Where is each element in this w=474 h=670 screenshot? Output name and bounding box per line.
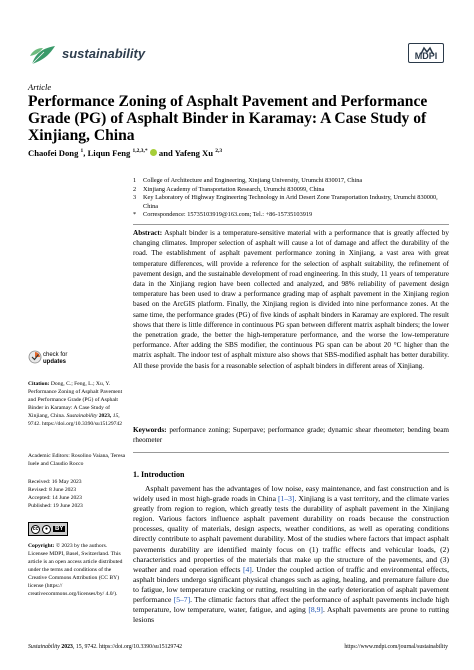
check-updates-label bbox=[43, 352, 67, 366]
section-heading: 1. Introduction bbox=[133, 470, 185, 479]
correspondence-text[interactable]: Correspondence: 15735103919@163.com; Tel.: +86-15735103919 bbox=[143, 211, 313, 218]
introduction-paragraph bbox=[133, 484, 449, 625]
author-name[interactable]: Yafeng Xu bbox=[174, 148, 214, 158]
copyright-text: © 2023 by the authors. Licensee MDPI, Basel, Switzerland. This article is an open access article distributed under the terms and conditions of the Creative Commons Attribution (CC BY) license (https:// creativecommons.org/licenses/by/ 4.0/). bbox=[28, 543, 123, 597]
attribution-icon: ● bbox=[42, 525, 51, 534]
keywords bbox=[133, 425, 449, 445]
affiliation-text: Key Laboratory of Highway Engineering Technology in Arid Desert Zone Transportation Industry, Urumchi 830000, China bbox=[143, 194, 438, 210]
cc-by-label: BY bbox=[55, 526, 64, 532]
affiliation-item bbox=[133, 194, 453, 211]
affiliation-mark: 1 bbox=[133, 177, 137, 184]
dates-block bbox=[28, 478, 126, 510]
date-received: Received: 16 May 2023 bbox=[28, 479, 82, 485]
author-affil-mark: 1,2,3,* bbox=[132, 148, 148, 155]
citation-block bbox=[28, 380, 126, 428]
intro-text: . The climatic factors that affect the performance of asphalt pavements include high temperature, low temperature, water, fatigue, and aging bbox=[133, 595, 449, 615]
divider bbox=[133, 224, 449, 225]
author-name[interactable]: Liqun Feng bbox=[87, 148, 131, 158]
mdpi-logo bbox=[408, 43, 444, 63]
check-updates-icon bbox=[28, 350, 42, 368]
citation-volume: 15 bbox=[112, 413, 119, 419]
divider bbox=[133, 452, 449, 453]
check-updates-line1: check for bbox=[43, 352, 68, 358]
citation-text: Dong, C.; Feng, L.; Xu, Y. Performance Zoning of Asphalt Pavement and Performance Grade (PG) of Asphalt Binder in Karamay: A Case Study of Xinjiang, China. bbox=[28, 381, 123, 419]
cc-by-license-badge[interactable] bbox=[28, 522, 68, 536]
date-published: Published: 19 June 2023 bbox=[28, 503, 83, 509]
keywords-label: Keywords: bbox=[133, 426, 167, 434]
author-and: and bbox=[156, 148, 175, 158]
abstract-label: Abstract: bbox=[133, 229, 163, 237]
academic-editors: Academic Editors: Rosolino Vaiana, Teresa Iuele and Claudio Rocco bbox=[28, 453, 126, 467]
copyright-label: Copyright: bbox=[28, 543, 55, 549]
cc-icon: cc bbox=[32, 526, 39, 532]
affiliation-text: College of Architecture and Engineering, Xinjiang University, Urumchi 830017, China bbox=[143, 177, 363, 184]
citation-link[interactable]: [1–3] bbox=[278, 494, 295, 504]
intro-text: . Asphalt pavements are prone to rutting lesions bbox=[133, 605, 449, 625]
affiliation-mark: 2 bbox=[133, 185, 137, 193]
article-title: Performance Zoning of Asphalt Pavement and Performance Grade (PG) of Asphalt Binder in Karamay: A Case Study of Xinjiang, China bbox=[28, 93, 428, 144]
footer-doi[interactable]: , 15, 9742. https://doi.org/10.3390/su15129742 bbox=[72, 644, 183, 650]
orcid-icon[interactable] bbox=[150, 149, 157, 156]
affiliation-text: Xinjiang Academy of Transportation Research, Urumchi 830099, China bbox=[143, 185, 325, 193]
affiliation-item bbox=[133, 186, 453, 195]
journal-name: sustainability bbox=[62, 46, 146, 61]
article-type: Article bbox=[28, 82, 52, 92]
author-affil-mark: 2,3 bbox=[215, 148, 223, 155]
citation-journal: Sustainability bbox=[65, 413, 98, 419]
affiliation-mark: * bbox=[133, 211, 137, 218]
date-revised: Revised: 8 June 2023 bbox=[28, 487, 77, 493]
date-accepted: Accepted: 14 June 2023 bbox=[28, 495, 82, 501]
footer-citation bbox=[28, 644, 182, 650]
footer-journal: Sustainability bbox=[28, 644, 60, 650]
citation-doi[interactable]: , 9742. https://doi.org/10.3390/su15129742 bbox=[28, 413, 123, 427]
citation-label: Citation: bbox=[28, 381, 50, 387]
affiliation-item bbox=[133, 177, 453, 186]
footer-year: 2023 bbox=[59, 644, 73, 650]
intro-text: Asphalt pavement has the advantages of low noise, easy maintenance, and fast construction and is widely used in most high-grade roads in China bbox=[133, 484, 449, 504]
abstract bbox=[133, 228, 449, 371]
correspondence bbox=[133, 211, 453, 220]
author-separator: , bbox=[83, 148, 88, 158]
check-updates-line2: updates bbox=[43, 359, 67, 365]
copyright-block bbox=[28, 542, 126, 598]
keywords-text: performance zoning; Superpave; performance grade; dynamic shear rheometer; bending beam rheometer bbox=[133, 426, 449, 444]
mdpi-logo-text: MDPI bbox=[414, 51, 438, 61]
footer-journal-url[interactable]: https://www.mdpi.com/journal/sustainability bbox=[344, 644, 448, 650]
abstract-text: Asphalt binder is a temperature-sensitive material with a performance that is greatly affected by changing climates. Improper selection of asphalt will cause a lot of damage and affect the durability of the road. The establishment of asphalt pavement performance zoning in Xinjiang, a vast area with great temperature differences, will provide a reference for the selection of asphalt suitability, the refinement of pavement design, and the sustainable development of road engineering. In this study, 11 years of temperature data in the Xinjiang region have been collected and analyzed, and 98% reliability of pavement design temperature has been used to draw a performance grading map of asphalt pavement in the Xinjiang region based on the ArcGIS platform. Finally, the Xinjiang region is divided into nine performance zones. At the same time, the performance grades (PG) of five kinds of asphalt binders in Karamay are explored. The result shows that there is little difference in continuous PG span between different matrix asphalt binders; the lower the penetration grade, the better the high-temperature performance, and the worse the low-temperature performance. After adding the SBS modifier, the continuous PG span can be about 20 °C higher than the matrix asphalt. The indoor test of asphalt mixture also shows that SBS-modified asphalt has better durability. All these provide the basis for a reasonable selection of asphalt binders in different areas of Xinjiang. bbox=[133, 229, 449, 370]
author-name[interactable]: Chaofei Dong bbox=[28, 148, 79, 158]
intro-text: . Under the coupled action of traffic and environmental effects, asphalt binders undergo significant physical changes such as aging, healing, and premature failure due to fatigue, low temperature cracking or rutting, resulting in the early deterioration of asphalt pavement performance bbox=[133, 564, 449, 605]
citation-year: 2023, bbox=[97, 413, 113, 419]
mdpi-logo-icon bbox=[420, 46, 434, 55]
journal-logo-icon bbox=[28, 42, 58, 68]
affiliation-mark: 3 bbox=[133, 194, 137, 201]
affiliations bbox=[133, 177, 453, 220]
author-list bbox=[28, 148, 222, 158]
citation-link[interactable]: [4] bbox=[242, 564, 252, 574]
citation-link[interactable]: [8,9] bbox=[308, 605, 323, 615]
intro-text: . Xinjiang is a vast territory, and the climate varies greatly from region to region, which greatly tests the durability of asphalt pavement in the Xinjiang region. Various factors influence asphalt pavement durability on roads because the construction processes, quality of materials, design aspects, weather conditions, as well as operating conditions directly contribute to asphalt pavement durability. Most of the studies where factors that impact asphalt pavements durability are identified mainly focus on (1) traffic effects and vehicular loads, (2) characteristics and properties of the materials that make up the structure of the pavements, and (3) weather and road operation effects bbox=[133, 494, 449, 574]
author-affil-mark: 1 bbox=[80, 148, 84, 155]
citation-link[interactable]: [5–7] bbox=[173, 595, 191, 605]
